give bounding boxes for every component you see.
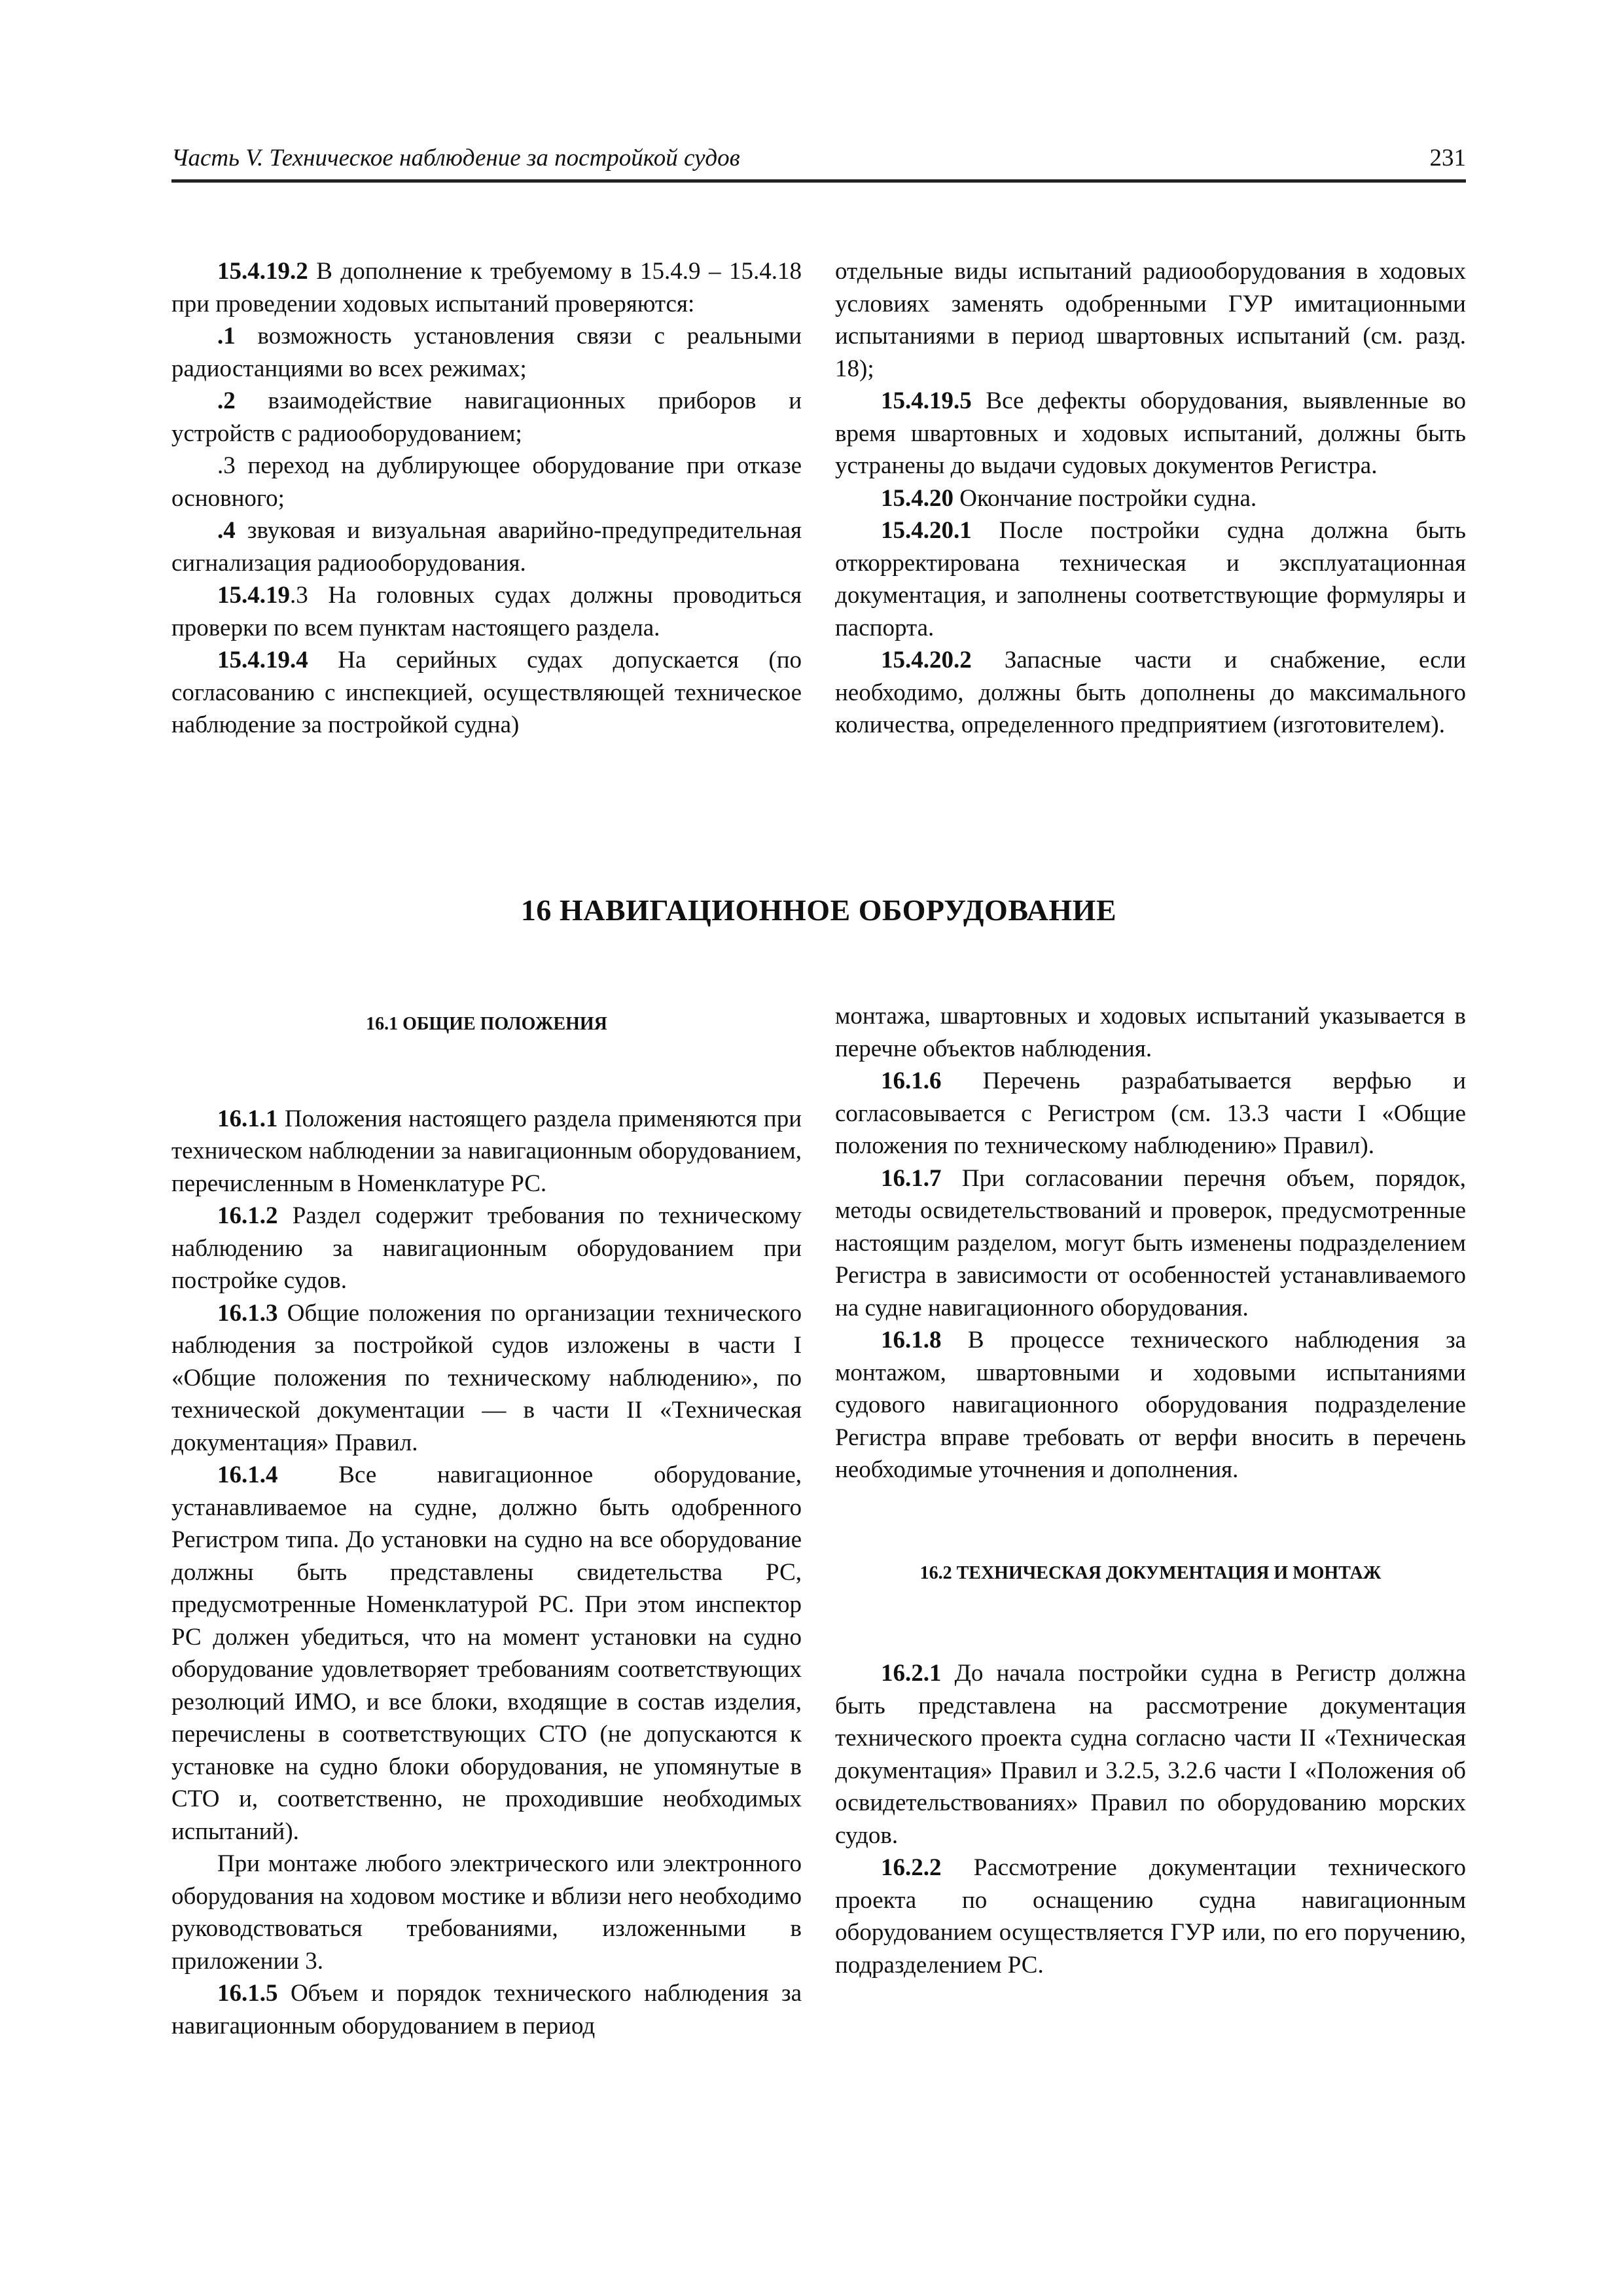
clause-text: Запасные части и снабжение, если необходимо, должны быть дополнены до максимального количества, определенного предприятием (изготовителем). — [835, 647, 1466, 738]
clause-text: возможность установления связи с реальными радиостанциями во всех режимах; — [171, 323, 802, 382]
clause-text: После постройки судна должна быть откорректирована техническая и эксплуатационная документация, и заполнены соответствующие формуляры и паспорта. — [835, 517, 1466, 641]
bottom-right-column — [835, 1000, 1466, 1981]
paragraph — [171, 1459, 802, 1848]
paragraph — [171, 1977, 802, 2042]
clause-number: 16.1.2 — [217, 1202, 278, 1229]
paragraph — [171, 1848, 802, 1977]
page-number: 231 — [1429, 145, 1466, 171]
clause-text: Раздел содержит требования по техническому наблюдению за навигационным оборудованием при постройке судов. — [171, 1202, 802, 1294]
paragraph — [835, 1000, 1466, 1065]
paragraph — [835, 482, 1466, 515]
clause-text: В процессе технического наблюдения за монтажом, швартовными и ходовыми испытаниями судового навигационного оборудования подразделение Регистра вправе требовать от верфи вносить в перечень необходимые уточнения и дополнения. — [835, 1327, 1466, 1483]
paragraph — [171, 1297, 802, 1460]
paragraph — [835, 1065, 1466, 1162]
paragraph — [171, 1200, 802, 1297]
clause-text: При согласовании перечня объем, порядок, методы освидетельствований и проверок, предусмотренные настоящим разделом, могут быть изменены подразделением Регистра в зависимости от особенностей устанавливаемого на судне навигационного оборудования. — [835, 1164, 1466, 1321]
bottom-right-paragraphs-b — [835, 1657, 1466, 1981]
section-title-16-1: 16.1 ОБЩИЕ ПОЛОЖЕНИЯ — [366, 1014, 607, 1034]
spacer — [835, 1486, 1466, 1557]
spacer — [835, 1589, 1466, 1657]
running-header-title: Часть V. Техническое наблюдение за постройкой судов — [171, 145, 740, 171]
clause-number: 15.4.20 — [881, 484, 954, 512]
paragraph — [835, 385, 1466, 482]
clause-text: Все навигационное оборудование, устанавливаемое на судне, должно быть одобренного Регистром типа. До установки на судно на все оборудование должны быть представлены свидетельства РС, предусмотренные Номенклатурой РС. При этом инспектор РС должен убедиться, что на момент установки на судно оборудование удовлетворяет требованиям соответствующих резолюций ИМО, и все блоки, входящие в состав изделия, перечислены в соответствующих СТО (не допускаются к установке на судно блоки оборудования, не упомянутые в СТО и, соответственно, не проходившие необходимых испытаний). — [171, 1462, 802, 1845]
clause-number: 16.1.4 — [217, 1462, 278, 1488]
clause-number: 16.1.5 — [217, 1980, 278, 2007]
clause-text: При монтаже любого электрического или электронного оборудования на ходовом мостике и вблизи него необходимо руководствоваться требованиями, изложенными в приложении 3. — [171, 1850, 802, 1975]
paragraph — [171, 1103, 802, 1200]
paragraph — [171, 385, 802, 450]
paragraph — [171, 644, 802, 742]
clause-number: 15.4.19.2 — [217, 258, 308, 285]
clause-number: 16.1.6 — [881, 1067, 942, 1094]
paragraph — [835, 1657, 1466, 1852]
clause-number: 16.2.2 — [881, 1854, 942, 1881]
top-left-column — [171, 255, 802, 742]
clause-text: взаимодействие навигационных приборов и устройств с радиооборудованием; — [171, 387, 802, 447]
clause-text: .3 На головных судах должны проводиться проверки по всем пунктам настоящего раздела. — [171, 582, 802, 641]
paragraph — [835, 1852, 1466, 1981]
paragraph — [835, 1162, 1466, 1325]
paragraph — [835, 1324, 1466, 1486]
chapter-title: 16 НАВИГАЦИОННОЕ ОБОРУДОВАНИЕ — [520, 893, 1117, 927]
paragraph — [171, 320, 802, 385]
clause-number: 16.1.3 — [217, 1299, 278, 1327]
clause-text: звуковая и визуальная аварийно-предупредительная сигнализация радиооборудования. — [171, 517, 802, 577]
clause-text: монтажа, швартовных и ходовых испытаний указывается в перечне объектов наблюдения. — [835, 1003, 1466, 1062]
clause-number: 16.1.8 — [881, 1327, 942, 1354]
clause-text: До начала постройки судна в Регистр должна быть представлена на рассмотрение документация технического проекта судна согласно части II «Техническая документация» Правил и 3.2.5, 3.2.6 части I «Положения об освидетельствованиях» Правил по оборудованию морских судов. — [835, 1660, 1466, 1849]
paragraph — [835, 644, 1466, 742]
clause-text: Общие положения по организации технического наблюдения за постройкой судов изложены в части I «Общие положения по техническому наблюдению», по технической документации — в части II «Техническая документация» Правил. — [171, 1299, 802, 1456]
clause-text: Все дефекты оборудования, выявленные во время швартовных и ходовых испытаний, должны быть устранены до выдачи судовых документов Регистра. — [835, 387, 1466, 479]
paragraph — [171, 579, 802, 644]
clause-number: .1 — [217, 323, 236, 350]
clause-text: В дополнение к требуемому в 15.4.9 – 15.4.18 при проведении ходовых испытаний проверяются: — [171, 258, 802, 317]
paragraph — [171, 450, 802, 514]
spacer — [171, 1041, 802, 1103]
running-header — [171, 139, 1466, 183]
clause-number: 15.4.19.5 — [881, 387, 972, 414]
clause-text: Объем и порядок технического наблюдения за навигационным оборудованием в период — [171, 1980, 802, 2039]
clause-text: Перечень разрабатывается верфью и согласовывается с Регистром (см. 13.3 части I «Общие положения по техническому наблюдению» Правил). — [835, 1067, 1466, 1159]
clause-number: 15.4.20.2 — [881, 647, 972, 673]
clause-number: 16.2.1 — [881, 1660, 942, 1687]
clause-number: 16.1.1 — [217, 1105, 278, 1132]
clause-text: .3 переход на дублирующее оборудование при отказе основного; — [171, 452, 802, 512]
clause-number: 16.1.7 — [881, 1164, 942, 1192]
bottom-left-paragraphs — [171, 1103, 802, 2043]
clause-number: .4 — [217, 517, 236, 544]
clause-text: отдельные виды испытаний радиооборудования в ходовых условиях заменять одобренными ГУР имитационными испытаниями в период швартовных испытаний (см. разд. 18); — [835, 258, 1466, 382]
clause-text: Окончание постройки судна. — [954, 484, 1257, 512]
section-title-16-2: 16.2 ТЕХНИЧЕСКАЯ ДОКУМЕНТАЦИЯ И МОНТАЖ — [919, 1562, 1382, 1583]
bottom-left-column — [171, 1008, 802, 2042]
clause-number: 15.4.19 — [217, 582, 290, 609]
clause-number: 15.4.20.1 — [881, 517, 972, 544]
paragraph — [171, 514, 802, 579]
clause-number: .2 — [217, 387, 236, 414]
clause-number: 15.4.19.4 — [217, 647, 308, 673]
paragraph — [835, 514, 1466, 644]
clause-text: Положения настоящего раздела применяются при техническом наблюдении за навигационным оборудованием, перечисленным в Номенклатуре РС. — [171, 1105, 802, 1197]
paragraph — [171, 255, 802, 320]
top-right-column — [835, 255, 1466, 742]
bottom-right-paragraphs-a — [835, 1000, 1466, 1486]
clause-text: На серийных судах допускается (по согласованию с инспекцией, осуществляющей техническое наблюдение за постройкой судна) — [171, 647, 802, 738]
paragraph — [835, 255, 1466, 385]
clause-text: Рассмотрение документации технического проекта по оснащению судна навигационным оборудованием осуществляется ГУР или, по его поручению, подразделением РС. — [835, 1854, 1466, 1979]
